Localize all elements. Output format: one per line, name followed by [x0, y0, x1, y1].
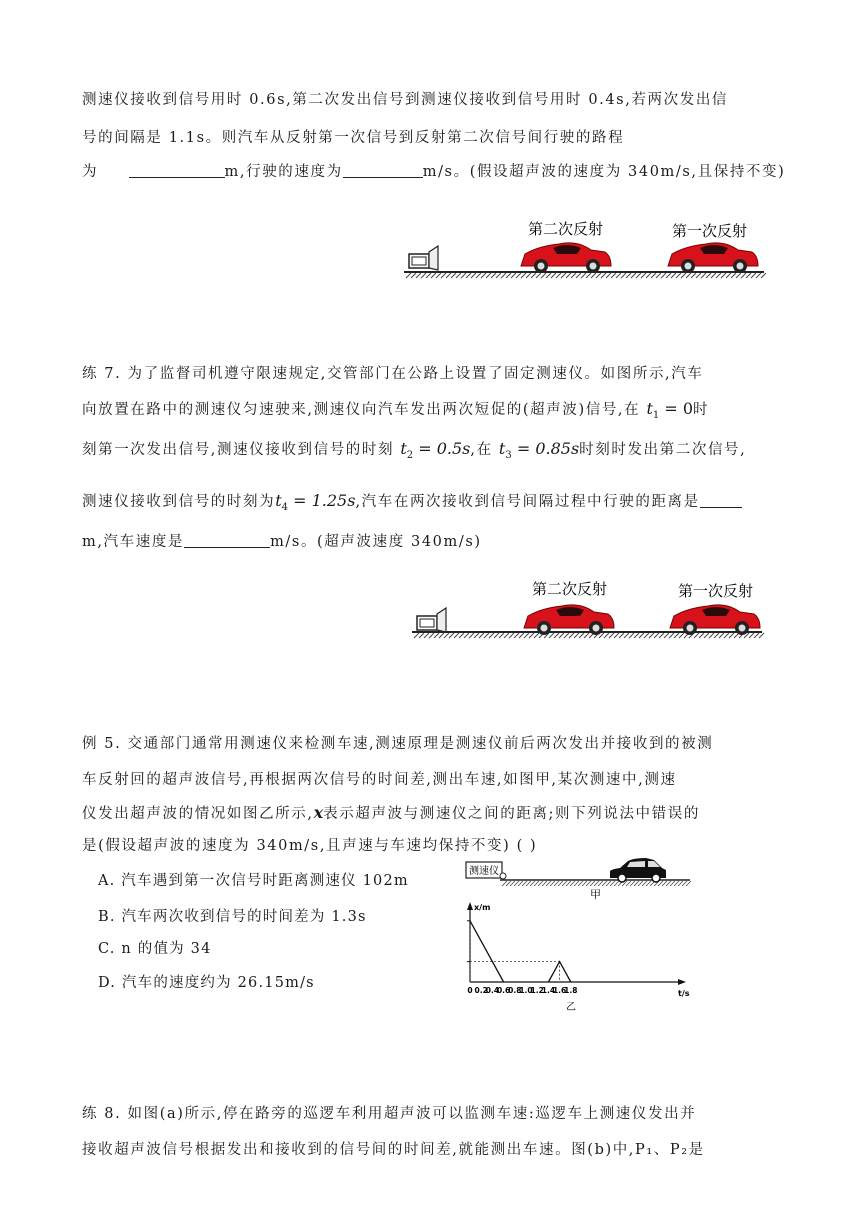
hatch-stroke: [474, 633, 479, 638]
hatch-stroke: [726, 273, 731, 278]
hatch-stroke: [756, 273, 761, 278]
hatch-stroke: [716, 273, 721, 278]
hatch-stroke: [494, 633, 499, 638]
hatch-stroke: [414, 633, 419, 638]
paragraph-line: 练 7. 为了监督司机遵守限速规定,交管部门在公路上设置了固定测速仪。如图所示,汽车: [82, 366, 704, 382]
hatch-stroke: [574, 633, 579, 638]
red-car-icon: [521, 243, 611, 273]
hatch-stroke: [679, 633, 684, 638]
road-hatching: [502, 881, 691, 886]
math-expression: $t_1 = 0$: [646, 399, 694, 422]
paragraph-line: 接收超声波信号根据发出和接收到的信号间的时间差,就能测出车速。图(b)中,P₁、P₂是: [82, 1142, 705, 1158]
speed-meter-icon: [409, 246, 438, 270]
option-b[interactable]: B. 汽车两次收到信号的时间差为 1.3s: [98, 909, 367, 925]
hatch-stroke: [419, 633, 424, 638]
black-car-icon: [610, 858, 666, 882]
hatch-stroke: [521, 273, 526, 278]
hatch-stroke: [581, 273, 586, 278]
hatch-stroke: [461, 273, 466, 278]
hatch-stroke: [576, 273, 581, 278]
figure-road-reflections-1: [404, 210, 774, 290]
hatch-stroke: [424, 633, 429, 638]
hatch-stroke: [411, 273, 416, 278]
hatch-stroke: [444, 633, 449, 638]
hatch-stroke: [729, 633, 734, 638]
paragraph-line: [82, 490, 782, 513]
x-tick-label: 1.4: [541, 986, 556, 995]
hatch-stroke: [431, 273, 436, 278]
text-segment: m/s。(超声波速度 340m/s): [270, 534, 482, 550]
hatch-stroke: [556, 273, 561, 278]
text-segment: 仪发出超声波的情况如图乙所示,: [82, 806, 314, 822]
hatch-stroke: [624, 633, 629, 638]
hatch-stroke: [501, 273, 506, 278]
hatch-stroke: [491, 273, 496, 278]
hatch-stroke: [421, 273, 426, 278]
math-expression: $t_2 = 0.5s$: [400, 439, 471, 462]
hatch-stroke: [736, 273, 741, 278]
hatch-stroke: [584, 633, 589, 638]
hatch-stroke: [671, 273, 676, 278]
math-variable: x: [313, 803, 324, 822]
paragraph-line: 车反射回的超声波信号,再根据两次信号的时间差,测出车速,如图甲,某次测速中,测速: [82, 772, 677, 788]
hatch-stroke: [696, 273, 701, 278]
hatch-stroke: [704, 633, 709, 638]
hatch-stroke: [546, 273, 551, 278]
hatch-stroke: [709, 633, 714, 638]
paragraph-line: 测速仪接收到信号用时 0.6s,第二次发出信号到测速仪接收到信号用时 0.4s,若两次发出信: [82, 92, 729, 108]
hatch-stroke: [534, 633, 539, 638]
hatch-stroke: [611, 273, 616, 278]
hatch-stroke: [619, 633, 624, 638]
hatch-stroke: [439, 633, 444, 638]
text-segment: 刻第一次发出信号,测速仪接收到信号的时刻: [82, 442, 395, 458]
hatch-stroke: [559, 633, 564, 638]
text-segment: ,在: [470, 442, 493, 458]
hatch-stroke: [441, 273, 446, 278]
hatch-stroke: [751, 273, 756, 278]
hatch-stroke: [499, 633, 504, 638]
label-first-reflection: 第一次反射: [678, 582, 754, 600]
hatch-stroke: [541, 273, 546, 278]
text-segment: 为: [82, 164, 99, 180]
label-first-reflection: 第一次反射: [672, 222, 748, 240]
meter-emitter-icon: [500, 873, 506, 879]
hatch-stroke: [606, 273, 611, 278]
hatch-stroke: [566, 273, 571, 278]
hatch-stroke: [711, 273, 716, 278]
hatch-stroke: [674, 633, 679, 638]
figure-caption-jia: 甲: [590, 888, 601, 901]
paragraph-line: 号的间隔是 1.1s。则汽车从反射第一次信号到反射第二次信号间行驶的路程: [82, 130, 625, 146]
paragraph-line: [82, 398, 782, 421]
hatch-stroke: [654, 633, 659, 638]
text-segment: 时刻时发出第二次信号,: [579, 442, 747, 458]
answer-blank[interactable]: [184, 533, 270, 548]
hatch-stroke: [641, 273, 646, 278]
hatch-stroke: [591, 273, 596, 278]
math-expression: $t_4 = 1.25s$: [275, 491, 356, 514]
hatch-stroke: [429, 633, 434, 638]
option-c[interactable]: C. n 的值为 34: [98, 941, 212, 957]
hatch-stroke: [464, 633, 469, 638]
hatch-stroke: [714, 633, 719, 638]
hatch-stroke: [459, 633, 464, 638]
hatch-stroke: [676, 273, 681, 278]
hatch-stroke: [629, 633, 634, 638]
hatch-stroke: [456, 273, 461, 278]
hatch-stroke: [651, 273, 656, 278]
hatch-stroke: [509, 633, 514, 638]
answer-blank[interactable]: [700, 493, 742, 508]
text-segment: m,汽车速度是: [82, 534, 185, 550]
hatch-stroke: [519, 633, 524, 638]
hatch-stroke: [516, 273, 521, 278]
hatch-stroke: [486, 273, 491, 278]
red-car-icon: [524, 605, 614, 635]
figure-caption-yi: 乙: [566, 1002, 576, 1013]
hatch-stroke: [686, 273, 691, 278]
hatch-stroke: [669, 633, 674, 638]
hatch-stroke: [449, 633, 454, 638]
hatch-stroke: [759, 633, 764, 638]
hatch-stroke: [626, 273, 631, 278]
hatch-stroke: [434, 633, 439, 638]
hatch-stroke: [514, 633, 519, 638]
figure-road-reflections-2: [412, 572, 772, 652]
text-segment: 测速仪接收到信号的时刻为: [82, 494, 276, 510]
hatch-stroke: [724, 633, 729, 638]
hatch-stroke: [659, 633, 664, 638]
road-hatching: [406, 273, 766, 278]
hatch-stroke: [639, 633, 644, 638]
hatch-stroke: [524, 633, 529, 638]
speed-meter-icon: [417, 608, 446, 632]
hatch-stroke: [691, 273, 696, 278]
road-hatching: [414, 633, 764, 638]
hatch-stroke: [454, 633, 459, 638]
hatch-stroke: [586, 273, 591, 278]
hatch-stroke: [666, 273, 671, 278]
x-tick-label: 1.8: [564, 986, 578, 995]
hatch-stroke: [621, 273, 626, 278]
hatch-stroke: [699, 633, 704, 638]
hatch-stroke: [506, 273, 511, 278]
x-tick-label: 0.4: [485, 986, 500, 995]
text-segment: 表示超声波与测速仪之间的距离;则下列说法中错误的: [323, 806, 700, 822]
math-expression: $t_3 = 0.85s$: [498, 439, 580, 462]
text-segment: ,汽车在两次接收到信号间隔过程中行驶的距离是: [355, 494, 700, 510]
red-car-icon: [670, 605, 760, 635]
x-tick-label: 0.6: [496, 986, 511, 995]
hatch-stroke: [661, 273, 666, 278]
x-tick-label: 0.8: [508, 986, 522, 995]
hatch-stroke: [406, 273, 411, 278]
hatch-stroke: [466, 273, 471, 278]
text-segment: 时: [693, 402, 710, 418]
hatch-stroke: [504, 633, 509, 638]
x-tick-label: 1.2: [530, 986, 544, 995]
hatch-stroke: [596, 273, 601, 278]
hatch-stroke: [604, 633, 609, 638]
label-second-reflection: 第二次反射: [532, 580, 608, 598]
hatch-stroke: [561, 273, 566, 278]
text-segment: m/s。(假设超声波的速度为 340m/s,且保持不变): [422, 164, 786, 180]
hatch-stroke: [481, 273, 486, 278]
hatch-stroke: [681, 273, 686, 278]
hatch-stroke: [721, 273, 726, 278]
hatch-stroke: [749, 633, 754, 638]
figure-jia-car-meter: [464, 852, 704, 902]
hatch-stroke: [511, 273, 516, 278]
option-d[interactable]: D. 汽车的速度约为 26.15m/s: [98, 975, 315, 991]
hatch-stroke: [616, 273, 621, 278]
hatch-stroke: [489, 633, 494, 638]
hatch-stroke: [701, 273, 706, 278]
hatch-stroke: [476, 273, 481, 278]
hatch-stroke: [471, 273, 476, 278]
hatch-stroke: [529, 633, 534, 638]
hatch-stroke: [451, 273, 456, 278]
text-segment: 向放置在路中的测速仪匀速驶来,测速仪向汽车发出两次短促的(超声波)信号,在: [82, 402, 641, 418]
hatch-stroke: [761, 273, 766, 278]
hatch-stroke: [731, 273, 736, 278]
paragraph-line: [82, 802, 782, 823]
hatch-stroke: [469, 633, 474, 638]
paragraph-line: 是(假设超声波的速度为 340m/s,且声速与车速均保持不变) ( ): [82, 838, 538, 854]
x-axis-arrow: [678, 979, 686, 985]
answer-blank[interactable]: [129, 163, 225, 178]
hatch-stroke: [649, 633, 654, 638]
paragraph-line: 练 8. 如图(a)所示,停在路旁的巡逻车利用超声波可以监测车速:巡逻车上测速仪发出并: [82, 1106, 697, 1122]
meter-label: 测速仪: [469, 866, 499, 877]
answer-blank[interactable]: [343, 163, 423, 178]
paragraph-line: [82, 438, 782, 461]
hatch-stroke: [479, 633, 484, 638]
hatch-stroke: [646, 273, 651, 278]
label-second-reflection: 第二次反射: [528, 220, 604, 238]
option-a[interactable]: A. 汽车遇到第一次信号时距离测速仪 102m: [98, 873, 409, 889]
x-tick-label: 0.2: [474, 986, 488, 995]
hatch-stroke: [746, 273, 751, 278]
hatch-stroke: [416, 273, 421, 278]
x-tick-label: 1.0: [519, 986, 533, 995]
hatch-stroke: [719, 633, 724, 638]
hatch-stroke: [446, 273, 451, 278]
hatch-stroke: [579, 633, 584, 638]
hatch-stroke: [664, 633, 669, 638]
hatch-stroke: [754, 633, 759, 638]
hatch-stroke: [636, 273, 641, 278]
hatch-stroke: [609, 633, 614, 638]
hatch-stroke: [601, 273, 606, 278]
hatch-stroke: [426, 273, 431, 278]
hatch-stroke: [656, 273, 661, 278]
paragraph-line: [82, 160, 786, 181]
x-axis-label: t/s: [678, 989, 690, 998]
hatch-stroke: [569, 633, 574, 638]
hatch-stroke: [549, 633, 554, 638]
series-line-1: [470, 921, 504, 982]
hatch-stroke: [644, 633, 649, 638]
hatch-stroke: [484, 633, 489, 638]
hatch-stroke: [634, 633, 639, 638]
hatch-stroke: [694, 633, 699, 638]
x-tick-label: 1.6: [552, 986, 567, 995]
y-axis-label: x/m: [474, 903, 491, 912]
hatch-stroke: [436, 273, 441, 278]
x-tick-label: 0: [467, 986, 473, 995]
hatch-stroke: [614, 633, 619, 638]
hatch-stroke: [526, 273, 531, 278]
hatch-stroke: [631, 273, 636, 278]
y-axis-arrow: [467, 902, 473, 910]
hatch-stroke: [551, 273, 556, 278]
hatch-stroke: [564, 633, 569, 638]
paragraph-line: [82, 530, 782, 551]
figure-yi-chart: [460, 898, 700, 1018]
hatch-stroke: [554, 633, 559, 638]
hatch-stroke: [536, 273, 541, 278]
red-car-icon: [668, 243, 758, 273]
text-segment: m,行驶的速度为: [224, 164, 343, 180]
hatch-stroke: [706, 273, 711, 278]
hatch-stroke: [531, 273, 536, 278]
hatch-stroke: [741, 273, 746, 278]
hatch-stroke: [496, 273, 501, 278]
paragraph-line: 例 5. 交通部门通常用测速仪来检测车速,测速原理是测速仪前后两次发出并接收到的被测: [82, 736, 714, 752]
hatch-stroke: [571, 273, 576, 278]
